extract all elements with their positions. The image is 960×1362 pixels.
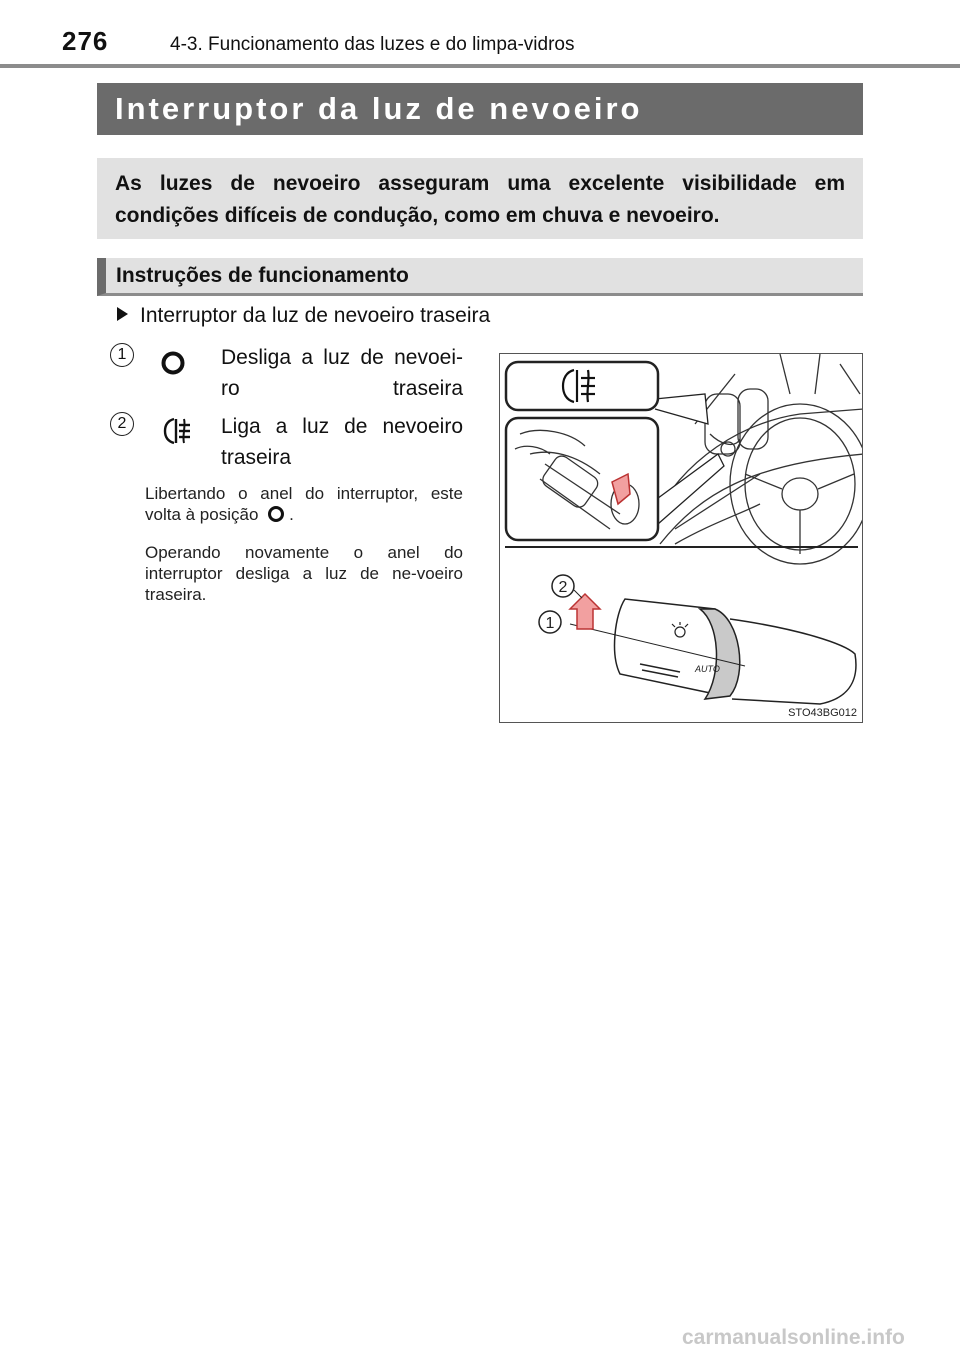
item-number-2: 2	[110, 412, 134, 436]
item-text-1: Desliga a luz de nevoei-ro traseira	[221, 346, 463, 400]
intro-box	[97, 158, 863, 239]
figure-code: STO43BG012	[788, 707, 857, 719]
callout-2: 2	[558, 579, 568, 596]
section-title: 4-3. Funcionamento das luzes e do limpa-vidros	[170, 34, 575, 55]
lever-auto-label: AUTO	[695, 664, 720, 674]
bullet-triangle-icon	[117, 307, 128, 321]
off-ring-icon	[160, 350, 186, 381]
page-title: Interruptor da luz de nevoeiro	[97, 83, 863, 135]
switch-illustration-drawing	[500, 354, 863, 723]
intro-text: As luzes de nevoeiro asseguram uma excelente visibilidade em condições difíceis de condução, como em chuva e nevoeiro.	[115, 172, 845, 227]
item-number-1: 1	[110, 343, 134, 367]
watermark: carmanualsonline.info	[682, 1326, 905, 1349]
rear-fog-light-icon	[162, 416, 194, 451]
bullet-text: Interruptor da luz de nevoeiro traseira	[140, 304, 491, 327]
callout-1: 1	[545, 615, 555, 632]
note-release	[145, 483, 463, 528]
switch-illustration	[499, 353, 863, 723]
note-operate: Operando novamente o anel do interruptor desliga a luz de ne-voeiro traseira.	[145, 543, 463, 604]
item-text-2: Liga a luz de nevoeiro traseira	[221, 415, 463, 469]
note-release-end: .	[289, 505, 294, 524]
off-ring-inline-icon	[267, 505, 285, 528]
header-divider	[0, 64, 960, 68]
subheading: Instruções de funcionamento	[97, 258, 863, 296]
page-number: 276	[62, 26, 109, 56]
note-release-text: Libertando o anel do interruptor, este volta à posição	[145, 484, 463, 524]
bullet-item	[117, 304, 490, 328]
